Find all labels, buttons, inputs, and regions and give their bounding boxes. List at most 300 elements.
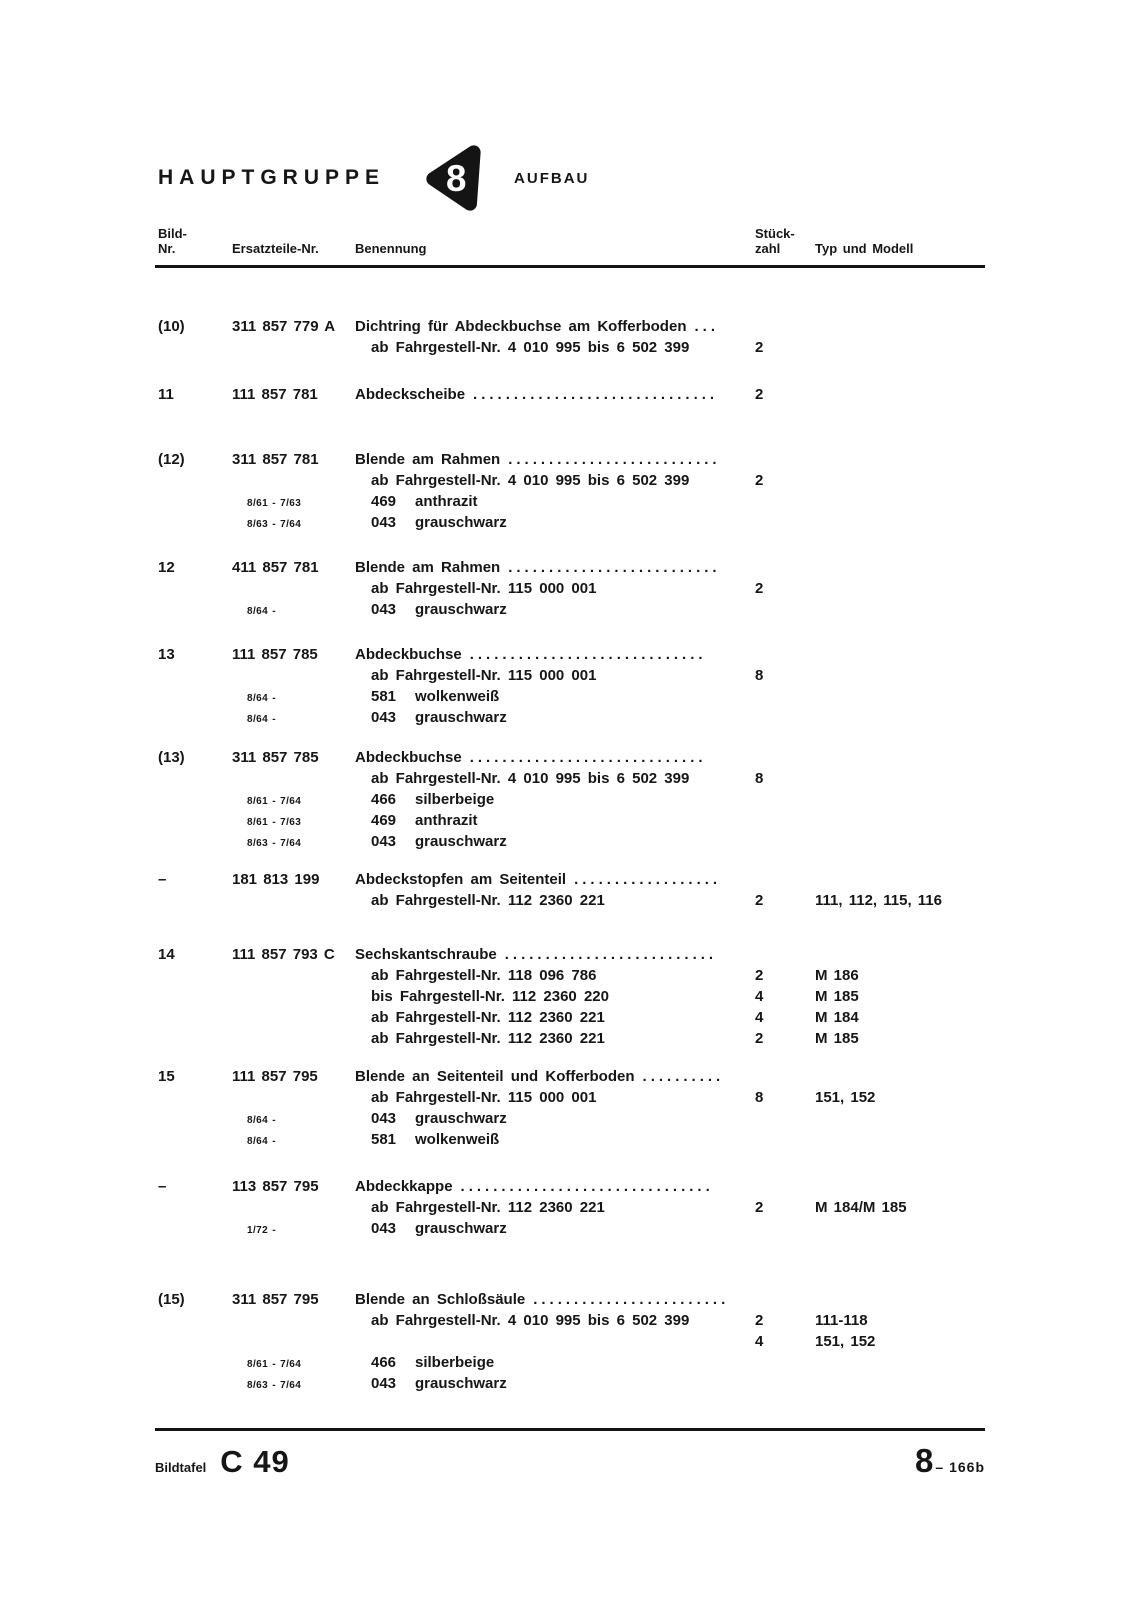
benennung-cell [355,316,750,337]
page-footer [155,1442,985,1480]
bild-nr: 13 [158,646,175,663]
quantity-cell [750,665,800,686]
part-number: 111 857 785 [232,646,318,663]
part-number-cell [232,337,355,358]
model-cell [800,337,985,358]
parts-table [0,316,1132,1394]
chassis-note: ab Fahrgestell-Nr. 4 010 995 bis 6 502 399 [371,770,690,787]
quantity-cell [750,1066,800,1087]
model-cell [800,1218,985,1239]
bildtafel-label: Bildtafel [155,1460,207,1475]
benennung-cell [355,1310,750,1331]
model-cell [800,1373,985,1394]
benennung-cell [355,470,750,491]
dots-leader: .......................... [504,946,718,963]
model-cell [800,578,985,599]
table-line [158,470,985,491]
quantity-cell [750,831,800,852]
part-name: Abdeckstopfen am Seitenteil [355,871,567,888]
bild-nr: – [158,871,167,888]
part-number-cell [232,986,355,1007]
table-line [158,890,985,911]
quantity-cell [750,1087,800,1108]
bild-nr-cell [158,890,232,911]
table-line [158,965,985,986]
bild-nr-cell [158,1310,232,1331]
quantity-cell [750,810,800,831]
part-number: 311 857 795 [232,1291,319,1308]
table-line [158,644,985,665]
bild-nr-cell [158,810,232,831]
benennung-cell [355,789,750,810]
bild-nr-cell [158,1352,232,1373]
benennung-cell [355,1007,750,1028]
quantity-cell [750,986,800,1007]
part-number-cell [232,686,355,707]
bild-nr: (10) [158,318,185,335]
quantity-cell [750,1289,800,1310]
benennung-cell [355,1028,750,1049]
model: 151, 152 [815,1089,876,1106]
table-line [158,1028,985,1049]
chassis-note: ab Fahrgestell-Nr. 4 010 995 bis 6 502 399 [371,339,690,356]
benennung-cell [355,768,750,789]
model-cell [800,470,985,491]
table-row [0,747,1132,852]
color-entry [355,686,499,707]
benennung-cell [355,1373,750,1394]
model-cell [800,599,985,620]
table-row [0,944,1132,1049]
part-number-cell [232,707,355,728]
table-line [158,986,985,1007]
benennung-cell [355,965,750,986]
quantity: 4 [755,988,764,1005]
part-number-cell [232,384,355,405]
part-number-cell [232,1129,355,1150]
model-cell [800,869,985,890]
dots-leader: .......................... [508,451,721,468]
color-name: wolkenweiß [415,688,500,705]
page-number-suffix: – 166b [935,1459,985,1475]
quantity-cell [750,599,800,620]
table-line [158,1197,985,1218]
part-number-cell [232,512,355,533]
plate-number: C 49 [220,1444,290,1479]
model-cell [800,1310,985,1331]
part-number-cell [232,1373,355,1394]
benennung-cell [355,1176,750,1197]
chassis-note: ab Fahrgestell-Nr. 115 000 001 [371,667,597,684]
dots-leader: .......................... [508,559,721,576]
table-column-headers [158,226,985,256]
page-header [158,142,985,214]
table-line [158,1007,985,1028]
color-code: 466 [371,1354,397,1371]
quantity-cell [750,944,800,965]
table-line [158,810,985,831]
quantity-cell [750,1331,800,1352]
table-line [158,1289,985,1310]
quantity: 2 [755,386,764,403]
color-entry [355,1218,507,1239]
color-entry [355,512,507,533]
quantity: 2 [755,892,764,909]
part-number-cell [232,965,355,986]
quantity-cell [750,578,800,599]
color-entry [355,810,478,831]
table-line [158,578,985,599]
benennung-cell [355,1087,750,1108]
dots-leader: ............................. [469,646,707,663]
part-number-cell [232,789,355,810]
table-line [158,1310,985,1331]
date-range: 8/63 - 7/64 [247,1380,302,1391]
chassis-note: ab Fahrgestell-Nr. 4 010 995 bis 6 502 399 [371,472,690,489]
bild-nr-cell [158,1007,232,1028]
date-range: 8/64 - [247,1136,276,1147]
color-entry [355,789,494,810]
quantity-cell [750,1176,800,1197]
quantity-cell [750,869,800,890]
part-number: 311 857 779 A [232,318,336,335]
table-line [158,1331,985,1352]
table-line [158,512,985,533]
dots-leader: ........................ [533,1291,730,1308]
date-range: 8/64 - [247,606,276,617]
bild-nr-cell [158,337,232,358]
part-name: Abdeckbuchse [355,749,462,766]
dots-leader: ... [694,318,719,335]
bild-nr-cell [158,449,232,470]
quantity: 2 [755,1199,764,1216]
quantity-cell [750,1310,800,1331]
benennung-cell [355,1352,750,1373]
color-entry [355,707,507,728]
model-cell [800,491,985,512]
model-cell [800,1108,985,1129]
bild-nr: 15 [158,1068,175,1085]
bild-nr: (12) [158,451,185,468]
color-code: 469 [371,812,397,829]
model-cell [800,665,985,686]
chassis-note: ab Fahrgestell-Nr. 112 2360 221 [371,1030,605,1047]
table-line [158,686,985,707]
bild-nr-cell [158,665,232,686]
model-cell [800,789,985,810]
table-line [158,1129,985,1150]
quantity: 2 [755,967,764,984]
chassis-note: ab Fahrgestell-Nr. 118 096 786 [371,967,597,984]
color-code: 469 [371,493,397,510]
quantity-cell [750,337,800,358]
bild-nr: – [158,1178,167,1195]
table-line [158,337,985,358]
table-line [158,1352,985,1373]
part-number: 111 857 793 C [232,946,335,963]
model-cell [800,1129,985,1150]
quantity-cell [750,512,800,533]
color-entry [355,1373,507,1394]
color-entry [355,1129,499,1150]
benennung-cell [355,449,750,470]
color-entry [355,491,478,512]
footer-rule [155,1428,985,1431]
table-line [158,384,985,405]
color-entry [355,1352,494,1373]
date-range: 8/64 - [247,693,276,704]
model-cell [800,1007,985,1028]
model-cell [800,557,985,578]
color-code: 043 [371,514,397,531]
benennung-cell [355,1197,750,1218]
table-row [0,316,1132,358]
chassis-note: ab Fahrgestell-Nr. 4 010 995 bis 6 502 399 [371,1312,690,1329]
color-code: 581 [371,1131,397,1148]
part-name: Abdeckscheibe [355,386,466,403]
part-number: 111 857 781 [232,386,318,403]
bild-nr-cell [158,491,232,512]
table-line [158,557,985,578]
benennung-cell [355,557,750,578]
table-line [158,1066,985,1087]
column-header-stueckzahl: Stück- zahl [755,226,795,256]
bild-nr-cell [158,1289,232,1310]
color-entry [355,831,507,852]
benennung-cell [355,644,750,665]
benennung-cell [355,599,750,620]
quantity-cell [750,1108,800,1129]
benennung-cell [355,810,750,831]
bild-nr-cell [158,686,232,707]
dots-leader: ............................... [460,1178,714,1195]
bild-nr-cell [158,644,232,665]
part-name: Blende am Rahmen [355,451,501,468]
table-line [158,1087,985,1108]
table-row [0,1066,1132,1150]
part-number-cell [232,1087,355,1108]
color-code: 043 [371,601,397,618]
table-line [158,1176,985,1197]
bild-nr-cell [158,1066,232,1087]
color-name: silberbeige [415,1354,495,1371]
benennung-cell [355,831,750,852]
part-number-cell [232,1007,355,1028]
bild-nr-cell [158,707,232,728]
model: 111, 112, 115, 116 [815,892,942,909]
part-number: 311 857 785 [232,749,319,766]
date-range: 8/64 - [247,714,276,725]
bild-nr: (15) [158,1291,185,1308]
bild-nr-cell [158,470,232,491]
quantity-cell [750,1218,800,1239]
part-number-cell [232,665,355,686]
column-header-bild-nr: Bild- Nr. [158,226,187,256]
table-line [158,747,985,768]
quantity-cell [750,707,800,728]
quantity-cell [750,470,800,491]
quantity: 8 [755,667,764,684]
quantity-cell [750,1197,800,1218]
color-name: anthrazit [415,812,478,829]
quantity-cell [750,1007,800,1028]
date-range: 8/61 - 7/64 [247,1359,302,1370]
model: M 184/M 185 [815,1199,907,1216]
table-row [0,869,1132,911]
part-name: Dichtring für Abdeckbuchse am Kofferboden [355,318,687,335]
benennung-cell [355,1331,750,1352]
model: 151, 152 [815,1333,876,1350]
part-number-cell [232,1176,355,1197]
bild-nr-cell [158,965,232,986]
model: M 184 [815,1009,859,1026]
quantity-cell [750,747,800,768]
bild-nr-cell [158,1108,232,1129]
model-cell [800,316,985,337]
color-code: 466 [371,791,397,808]
quantity-cell [750,384,800,405]
color-code: 043 [371,1220,397,1237]
benennung-cell [355,747,750,768]
part-name: Blende an Schloßsäule [355,1291,526,1308]
part-number-cell [232,1289,355,1310]
color-code: 043 [371,709,397,726]
quantity: 8 [755,1089,764,1106]
date-range: 8/61 - 7/63 [247,817,302,828]
bild-nr-cell [158,1028,232,1049]
part-number-cell [232,1197,355,1218]
bild-nr-cell [158,599,232,620]
part-number-cell [232,599,355,620]
bild-nr-cell [158,578,232,599]
table-row [0,644,1132,728]
bild-nr-cell [158,1331,232,1352]
bild-nr-cell [158,1218,232,1239]
part-number: 181 813 199 [232,871,320,888]
benennung-cell [355,707,750,728]
model-cell [800,686,985,707]
benennung-cell [355,491,750,512]
model-cell [800,1289,985,1310]
color-name: grauschwarz [415,1110,507,1127]
table-line [158,316,985,337]
part-number-cell [232,1352,355,1373]
quantity: 2 [755,1312,764,1329]
model-cell [800,449,985,470]
bild-nr-cell [158,944,232,965]
bild-nr-cell [158,1197,232,1218]
model-cell [800,986,985,1007]
quantity-cell [750,965,800,986]
benennung-cell [355,1218,750,1239]
quantity-cell [750,449,800,470]
part-number-cell [232,768,355,789]
model-cell [800,512,985,533]
benennung-cell [355,512,750,533]
section-title: AUFBAU [514,169,590,187]
benennung-cell [355,686,750,707]
table-row [0,1176,1132,1239]
table-line [158,707,985,728]
date-range: 8/63 - 7/64 [247,838,302,849]
table-line [158,1373,985,1394]
table-line [158,789,985,810]
color-name: grauschwarz [415,709,507,726]
part-number-cell [232,1331,355,1352]
quantity-cell [750,1352,800,1373]
group-badge-icon [425,143,482,213]
part-number-cell [232,1218,355,1239]
table-line [158,1108,985,1129]
model-cell [800,831,985,852]
quantity-cell [750,1129,800,1150]
table-line [158,1218,985,1239]
part-number-cell [232,491,355,512]
quantity-cell [750,768,800,789]
chassis-note: ab Fahrgestell-Nr. 115 000 001 [371,580,597,597]
quantity: 2 [755,339,764,356]
quantity-cell [750,890,800,911]
bild-nr-cell [158,1373,232,1394]
table-line [158,449,985,470]
quantity: 4 [755,1333,764,1350]
quantity: 2 [755,472,764,489]
benennung-cell [355,890,750,911]
chassis-note: bis Fahrgestell-Nr. 112 2360 220 [371,988,609,1005]
color-code: 043 [371,1110,397,1127]
benennung-cell [355,869,750,890]
benennung-cell [355,1289,750,1310]
date-range: 8/63 - 7/64 [247,519,302,530]
model-cell [800,384,985,405]
model-cell [800,810,985,831]
column-header-ersatzteile-nr: Ersatzteile-Nr. [232,241,319,256]
main-group-title: HAUPTGRUPPE [158,166,386,189]
part-number-cell [232,557,355,578]
model-cell [800,707,985,728]
color-code: 043 [371,833,397,850]
color-code: 043 [371,1375,397,1392]
column-header-benennung: Benennung [355,241,427,256]
bild-nr-cell [158,789,232,810]
model-cell [800,747,985,768]
part-number-cell [232,644,355,665]
header-rule [155,265,985,268]
benennung-cell [355,578,750,599]
part-number-cell [232,578,355,599]
part-number: 311 857 781 [232,451,319,468]
model-cell [800,768,985,789]
bild-nr-cell [158,1129,232,1150]
benennung-cell [355,1129,750,1150]
part-name: Abdeckkappe [355,1178,453,1195]
chassis-note: ab Fahrgestell-Nr. 112 2360 221 [371,1009,605,1026]
model: M 185 [815,1030,859,1047]
model-cell [800,890,985,911]
part-number-cell [232,449,355,470]
color-entry [355,599,507,620]
quantity-cell [750,316,800,337]
model-cell [800,1028,985,1049]
dots-leader: .............................. [473,386,719,403]
bild-nr-cell [158,512,232,533]
quantity-cell [750,686,800,707]
chassis-note: ab Fahrgestell-Nr. 112 2360 221 [371,1199,605,1216]
color-name: silberbeige [415,791,495,808]
bild-nr: 11 [158,386,174,403]
table-row [0,1289,1132,1394]
page-number [915,1442,985,1480]
